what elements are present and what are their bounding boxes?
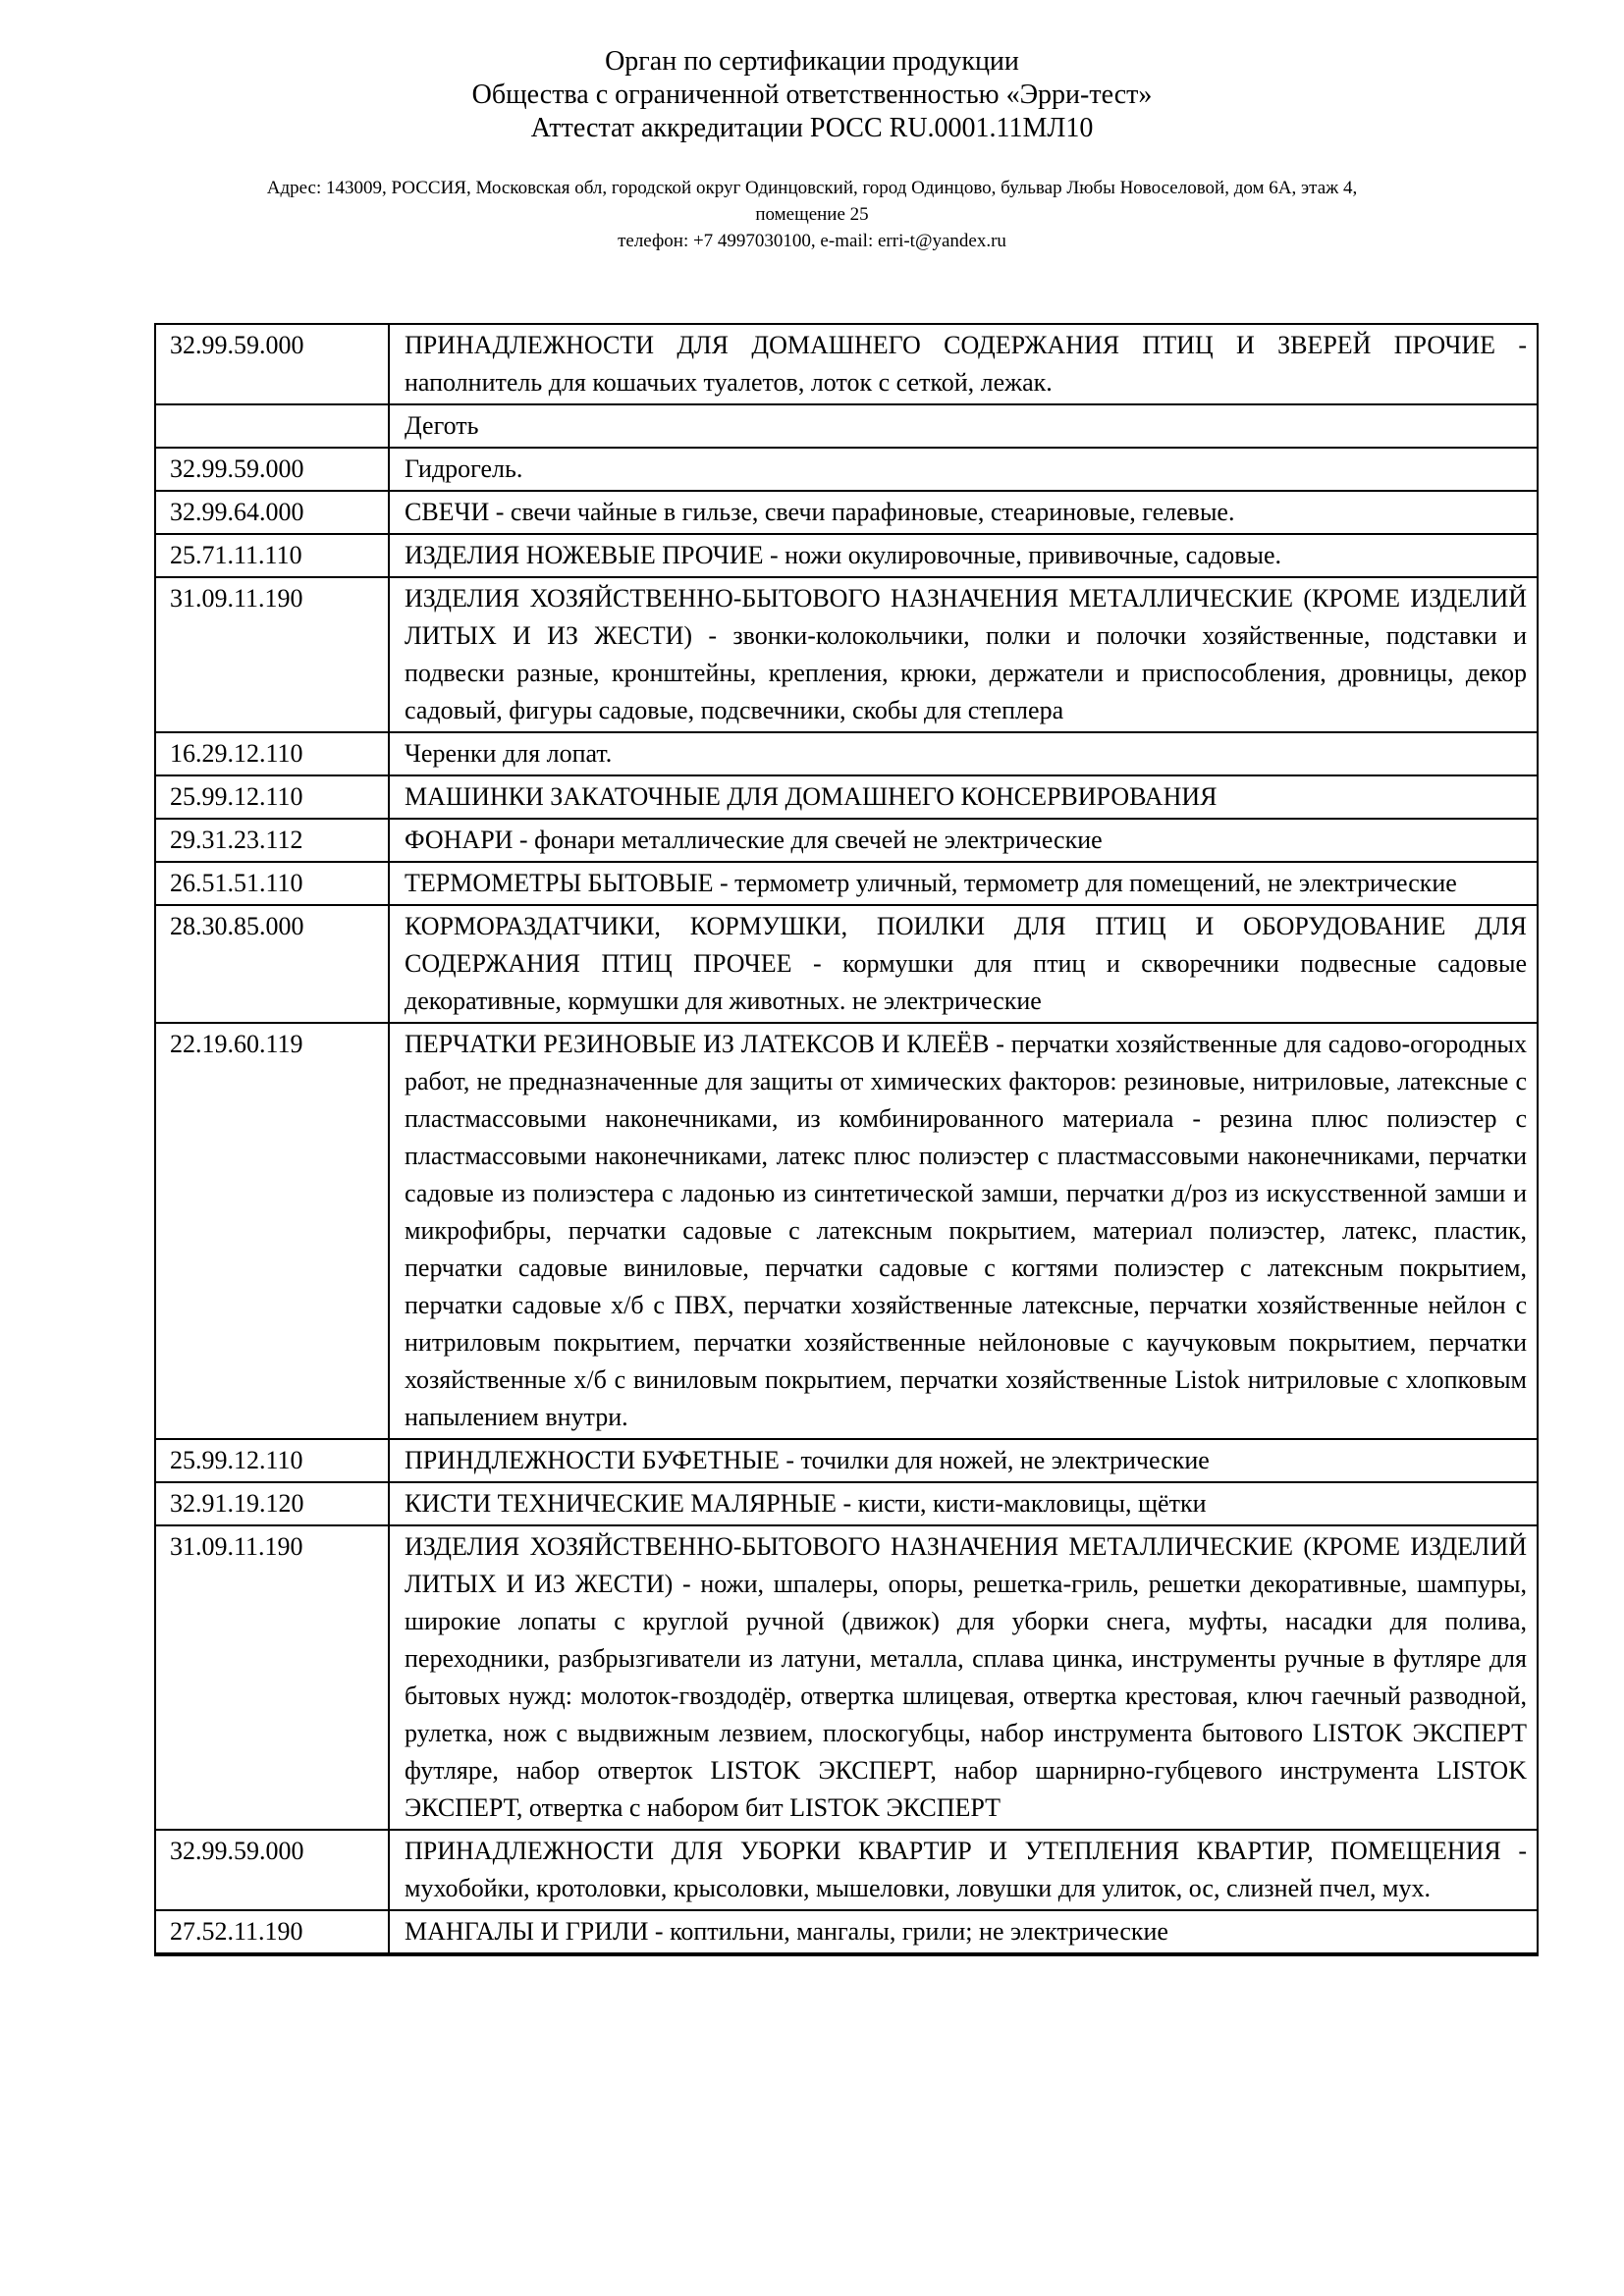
product-description-cell: ИЗДЕЛИЯ ХОЗЯЙСТВЕННО-БЫТОВОГО НАЗНАЧЕНИЯ МЕТАЛЛИЧЕСКИЕ (КРОМЕ ИЗДЕЛИЙ ЛИТЫХ И ИЗ ЖЕСТИ) - звонки-колокольчики, полки и полочки хозяйственные, подставки и подвески разные, кронштейны, крепления, крюки, держатели и приспособления, дровницы, декор садовый, фигуры садовые, подсвечники, скобы для степлера (389, 577, 1538, 732)
table-row (155, 905, 1538, 1023)
table-row (155, 1525, 1538, 1830)
table-row (155, 1482, 1538, 1525)
product-description-cell: МАНГАЛЫ И ГРИЛИ - коптильни, мангалы, грили; не электрические (389, 1910, 1538, 1954)
product-description-cell: ИЗДЕЛИЯ ХОЗЯЙСТВЕННО-БЫТОВОГО НАЗНАЧЕНИЯ МЕТАЛЛИЧЕСКИЕ (КРОМЕ ИЗДЕЛИЙ ЛИТЫХ И ИЗ ЖЕСТИ) - ножи, шпалеры, опоры, решетка-гриль, решетки декоративные, шампуры, широкие лопаты с круглой ручной (движок) для уборки снега, муфты, насадки для полива, переходники, разбрызгиватели из латуни, металла, сплава цинка, инструменты ручные в футляре для бытовых нужд: молоток-гвоздодёр, отвертка шлицевая, отвертка крестовая, ключ гаечный разводной, рулетка, нож с выдвижным лезвием, плоскогубцы, набор инструмента бытового LISTOK ЭКСПЕРТ футляре, набор отверток LISTOK ЭКСПЕРТ, набор шарнирно-губцевого инструмента LISTOK ЭКСПЕРТ, отвертка с набором бит LISTOK ЭКСПЕРТ (389, 1525, 1538, 1830)
product-description-cell: Черенки для лопат. (389, 732, 1538, 775)
product-code-cell: 31.09.11.190 (155, 577, 389, 732)
product-description-cell: Гидрогель. (389, 448, 1538, 491)
product-code-cell: 26.51.51.110 (155, 862, 389, 905)
product-code-cell: 27.52.11.190 (155, 1910, 389, 1954)
table-row (155, 862, 1538, 905)
product-description-cell: ПРИНДЛЕЖНОСТИ БУФЕТНЫЕ - точилки для ножей, не электрические (389, 1439, 1538, 1482)
product-code-cell: 25.99.12.110 (155, 1439, 389, 1482)
table-row (155, 1023, 1538, 1439)
product-code-cell: 22.19.60.119 (155, 1023, 389, 1439)
table-row (155, 1830, 1538, 1910)
product-code-cell: 32.99.59.000 (155, 448, 389, 491)
product-code-cell: 32.91.19.120 (155, 1482, 389, 1525)
header-org-name: Общества с ограниченной ответственностью «Эрри-тест» (471, 80, 1153, 110)
table-row (155, 491, 1538, 534)
table-row (155, 775, 1538, 819)
header-contact: телефон: +7 4997030100, e-mail: erri-t@yandex.ru (618, 231, 1006, 251)
table-row (155, 404, 1538, 448)
table-row (155, 577, 1538, 732)
product-description-cell: ПРИНАДЛЕЖНОСТИ ДЛЯ УБОРКИ КВАРТИР И УТЕПЛЕНИЯ КВАРТИР, ПОМЕЩЕНИЯ - мухобойки, кротоловки, крысоловки, мышеловки, ловушки для улиток, ос, слизней пчел, мух. (389, 1830, 1538, 1910)
header-address-line-1: Адрес: 143009, РОССИЯ, Московская обл, городской округ Одинцовский, город Одинцово, бульвар Любы Новоселовой, дом 6А, этаж 4, (266, 178, 1358, 198)
product-code-cell: 32.99.64.000 (155, 491, 389, 534)
product-code-cell: 32.99.59.000 (155, 324, 389, 404)
table-row (155, 732, 1538, 775)
product-code-cell: 32.99.59.000 (155, 1830, 389, 1910)
header-address-line-2: помещение 25 (755, 204, 869, 225)
header-org-type: Орган по сертификации продукции (605, 46, 1019, 77)
product-description-cell: КОРМОРАЗДАТЧИКИ, КОРМУШКИ, ПОИЛКИ ДЛЯ ПТИЦ И ОБОРУДОВАНИЕ ДЛЯ СОДЕРЖАНИЯ ПТИЦ ПРОЧЕЕ - кормушки для птиц и скворечники подвесные садовые декоративные, кормушки для животных. не электрические (389, 905, 1538, 1023)
table-row (155, 1910, 1538, 1954)
product-description-cell: МАШИНКИ ЗАКАТОЧНЫЕ ДЛЯ ДОМАШНЕГО КОНСЕРВИРОВАНИЯ (389, 775, 1538, 819)
product-code-cell: 29.31.23.112 (155, 819, 389, 862)
product-description-cell: ПРИНАДЛЕЖНОСТИ ДЛЯ ДОМАШНЕГО СОДЕРЖАНИЯ ПТИЦ И ЗВЕРЕЙ ПРОЧИЕ - наполнитель для кошачьих туалетов, лоток с сеткой, лежак. (389, 324, 1538, 404)
table-row (155, 324, 1538, 404)
product-code-cell: 25.99.12.110 (155, 775, 389, 819)
product-code-cell (155, 404, 389, 448)
product-code-cell: 25.71.11.110 (155, 534, 389, 577)
product-code-cell: 28.30.85.000 (155, 905, 389, 1023)
product-description-cell: ИЗДЕЛИЯ НОЖЕВЫЕ ПРОЧИЕ - ножи окулировочные, прививочные, садовые. (389, 534, 1538, 577)
document-header (0, 45, 1624, 254)
product-description-cell: КИСТИ ТЕХНИЧЕСКИЕ МАЛЯРНЫЕ - кисти, кисти-макловицы, щётки (389, 1482, 1538, 1525)
product-description-cell: СВЕЧИ - свечи чайные в гильзе, свечи парафиновые, стеариновые, гелевые. (389, 491, 1538, 534)
product-code-cell: 31.09.11.190 (155, 1525, 389, 1830)
table-row (155, 534, 1538, 577)
table-row (155, 1439, 1538, 1482)
product-description-cell: ФОНАРИ - фонари металлические для свечей не электрические (389, 819, 1538, 862)
product-description-cell: ТЕРМОМЕТРЫ БЫТОВЫЕ - термометр уличный, термометр для помещений, не электрические (389, 862, 1538, 905)
product-code-cell: 16.29.12.110 (155, 732, 389, 775)
products-table (154, 323, 1539, 1956)
product-description-cell: Деготь (389, 404, 1538, 448)
header-attestation: Аттестат аккредитации РОСС RU.0001.11МЛ10 (530, 113, 1094, 143)
table-row (155, 448, 1538, 491)
table-row (155, 819, 1538, 862)
product-description-cell: ПЕРЧАТКИ РЕЗИНОВЫЕ ИЗ ЛАТЕКСОВ И КЛЕЁВ - перчатки хозяйственные для садово-огородных работ, не предназначенные для защиты от химических факторов: резиновые, нитриловые, латексные с пластмассовыми наконечниками, из комбинированного материала - резина плюс полиэстер с пластмассовыми наконечниками, латекс плюс полиэстер с пластмассовыми наконечниками, перчатки садовые из полиэстера с ладонью из синтетической замши, перчатки д/роз из искусственной замши и микрофибры, перчатки садовые с латексным покрытием, материал полиэстер, латекс, пластик, перчатки садовые виниловые, перчатки садовые с когтями полиэстер с латексным покрытием, перчатки садовые х/б с ПВХ, перчатки хозяйственные латексные, перчатки хозяйственные нейлон с нитриловым покрытием, перчатки хозяйственные нейлоновые с каучуковым покрытием, перчатки хозяйственные х/б с виниловым покрытием, перчатки хозяйственные Listok нитриловые с хлопковым напылением внутри. (389, 1023, 1538, 1439)
products-table-body (155, 324, 1538, 1954)
